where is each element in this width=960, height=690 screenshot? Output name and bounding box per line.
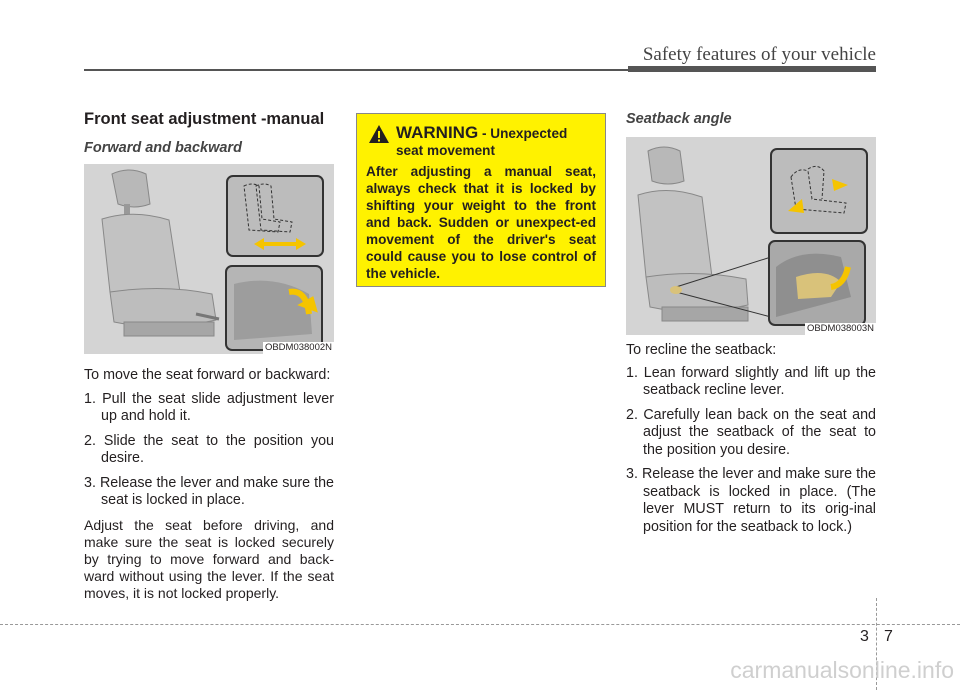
recline-lever-inset [769,241,865,325]
figure-code: OBDM038003N [806,323,874,334]
seat-illustration [638,147,771,321]
right-column [626,110,876,543]
middle-column [356,113,606,287]
seat-illustration [102,170,219,336]
list-item: 2. Carefully lean back on the seat and adjust the seatback of the seat to the position you desire. [626,406,876,458]
page-number: 7 [884,628,893,645]
slide-steps [84,391,334,510]
left-column [84,110,334,602]
section-title: Front seat adjustment -manual [84,110,325,128]
recline-inset [771,149,867,233]
list-item: 2. Slide the seat to the position you desire. [84,432,334,466]
header-title: Safety features of your vehicle [642,44,876,65]
seatback-figure [626,137,876,335]
intro-text: To recline the seatback: [626,342,777,358]
recline-steps [626,365,876,537]
header-rule-accent [628,66,876,72]
warning-box [356,113,606,287]
list-item: 1. Pull the seat slide adjustment lever up and hold it. [84,390,334,424]
warning-header [366,124,596,159]
warning-word: WARNING [396,123,479,142]
chapter-number: 3 [860,628,869,645]
warning-subtitle-line2: seat movement [396,143,495,158]
slide-inset [227,176,323,256]
warning-subtitle: - Unexpected [478,126,568,141]
list-item: 3. Release the lever and make sure the seatback is locked in place. (The lever MUST return to its orig-inal position for the seatback to lock.) [626,466,876,535]
warning-body: After adjusting a manual seat, always check that it is locked by shifting your weight to the front and back. Sudden or unexpect-ed movement of the driver's seat could cause you to lose control of the vehicle. [366,164,596,281]
paragraph: Adjust the seat before driving, and make sure the seat is locked securely by trying to move forward and back-ward without using the lever. If the seat moves, it is not locked properly. [84,516,334,601]
warning-triangle-icon [368,124,390,144]
subhead-forward-backward: Forward and backward [84,140,242,156]
list-item: 3. Release the lever and make sure the seat is locked in place. [84,474,334,508]
intro-text: To move the seat forward or backward: [84,367,331,383]
figure-code: OBDM038002N [264,342,332,353]
watermark-brand: carmanualsonline.info [730,657,954,683]
list-item: 1. Lean forward slightly and lift up the seatback recline lever. [626,364,876,398]
lever-inset [226,266,323,350]
subhead-seatback-angle: Seatback angle [626,111,732,127]
footer-rule [0,624,960,625]
seat-slide-figure [84,164,334,354]
